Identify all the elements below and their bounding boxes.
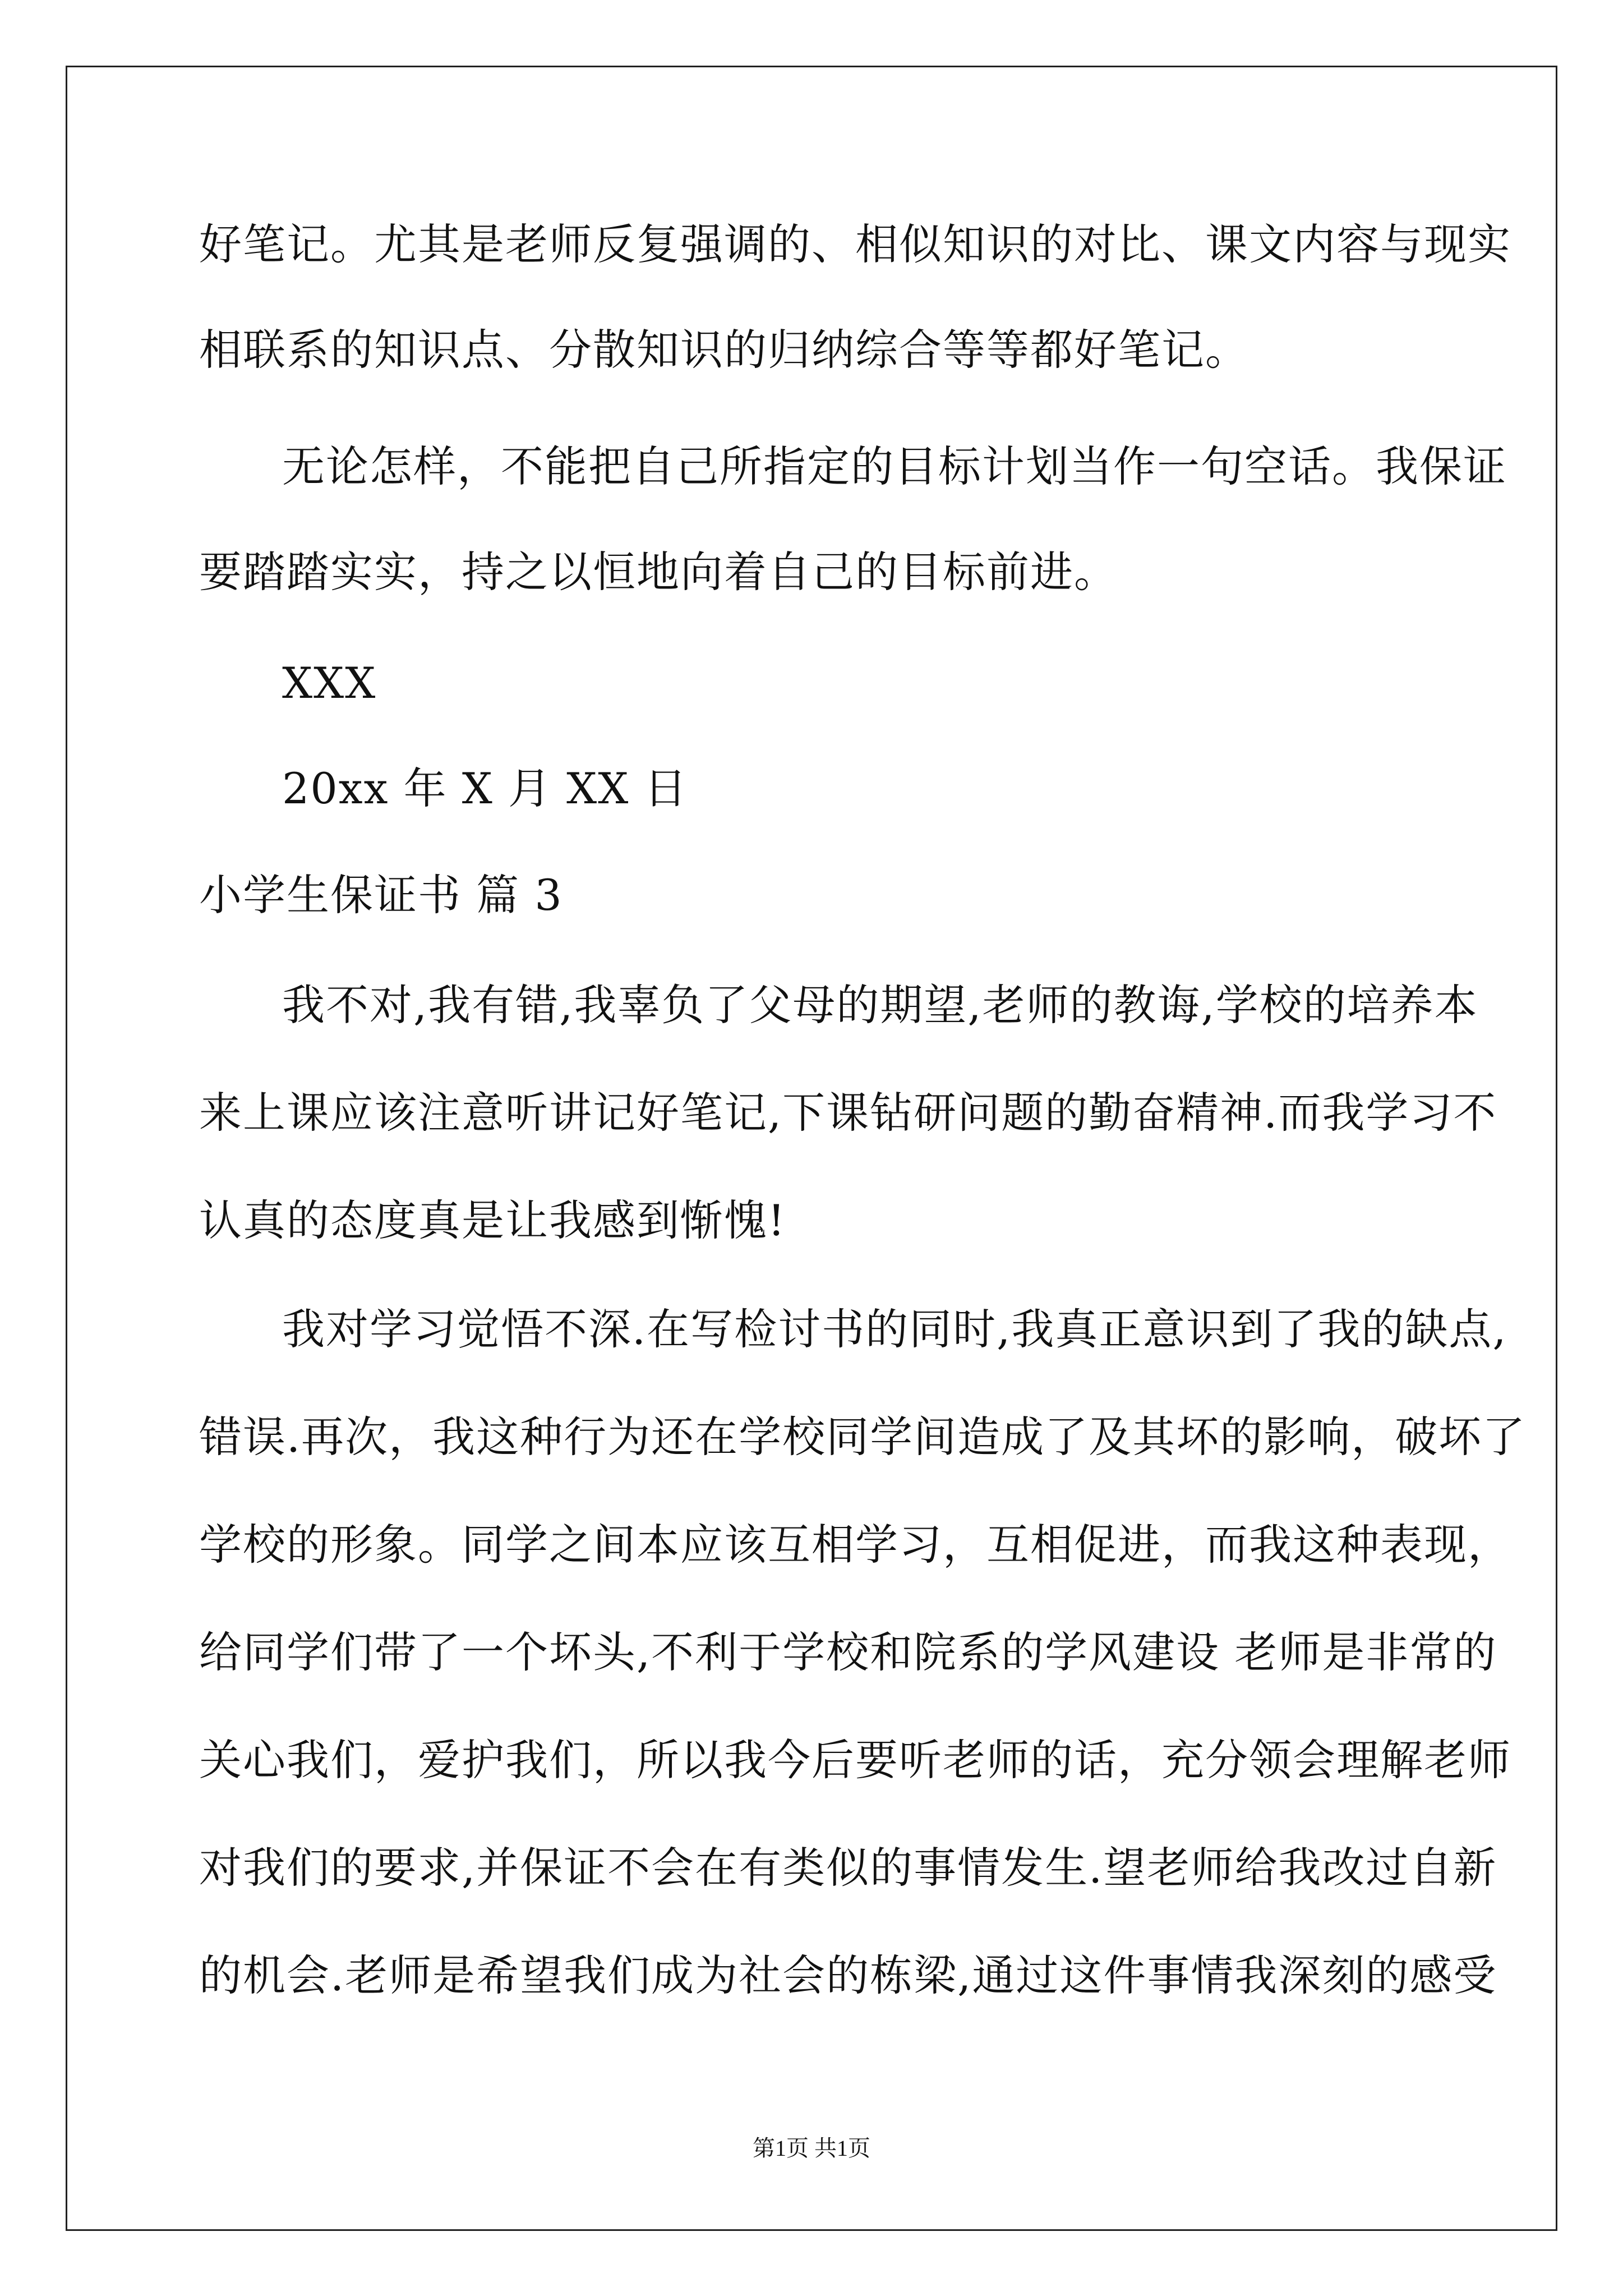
paragraph-line: 错误.再次，我这种行为还在学校同学间造成了及其坏的影响，破坏了 — [199, 1412, 1527, 1462]
page-footer: 第1页 共1页 — [753, 2136, 870, 2161]
paragraph-line: 给同学们带了一个坏头,不利于学校和院系的学风建设 老师是非常的 — [199, 1627, 1497, 1677]
paragraph-line: 学校的形象。同学之间本应该互相学习，互相促进，而我这种表现， — [199, 1520, 1511, 1570]
paragraph-line: 相联系的知识点、分散知识的归纳综合等等都好笔记。 — [199, 325, 1249, 375]
paragraph-line: 来上课应该注意听讲记好笔记,下课钻研问题的勤奋精神.而我学习不 — [199, 1088, 1497, 1138]
signature-name: XXX — [282, 658, 377, 708]
paragraph-line: 好笔记。尤其是老师反复强调的、相似知识的对比、课文内容与现实 — [199, 219, 1511, 269]
paragraph-line: 无论怎样，不能把自己所指定的目标计划当作一句空话。我保证 — [282, 441, 1507, 491]
signature-date: 20xx 年 X 月 XX 日 — [282, 763, 688, 813]
paragraph-line: 要踏踏实实，持之以恒地向着自己的目标前进。 — [199, 547, 1118, 597]
paragraph-line: 我不对,我有错,我辜负了父母的期望,老师的教诲,学校的培养本 — [282, 980, 1478, 1030]
paragraph-line: 我对学习觉悟不深.在写检讨书的同时,我真正意识到了我的缺点, — [282, 1304, 1507, 1354]
paragraph-line: 对我们的要求,并保证不会在有类似的事情发生.望老师给我改过自新 — [199, 1843, 1497, 1893]
paragraph-line: 的机会.老师是希望我们成为社会的栋梁,通过这件事情我深刻的感受 — [199, 1950, 1497, 2000]
page-border — [66, 66, 1557, 2231]
paragraph-line: 认真的态度真是让我感到惭愧! — [199, 1195, 786, 1245]
paragraph-line: 关心我们，爱护我们，所以我今后要听老师的话，充分领会理解老师 — [199, 1735, 1511, 1785]
section-heading: 小学生保证书 篇 3 — [199, 870, 563, 920]
